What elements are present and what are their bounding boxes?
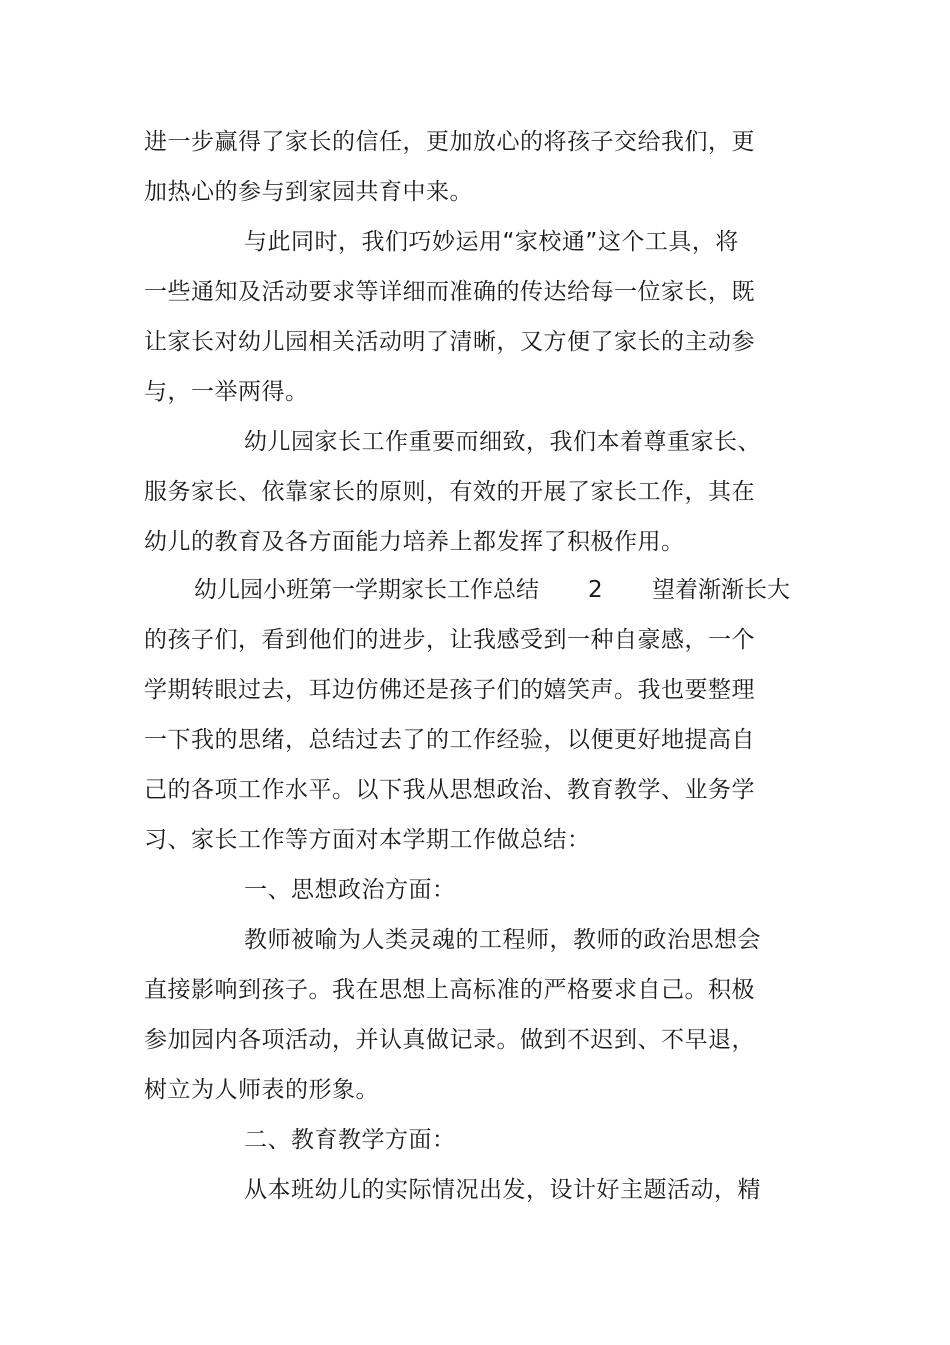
paragraph-line: 与，一举两得。 bbox=[144, 379, 309, 405]
subheading-line: 二、教育教学方面： bbox=[244, 1127, 456, 1153]
paragraph-line: 的孩子们，看到他们的进步，让我感受到一种自豪感，一个 bbox=[144, 627, 755, 653]
paragraph-line: 加热心的参与到家园共育中来。 bbox=[144, 179, 473, 205]
paragraph-line: 直接影响到孩子。我在思想上高标准的严格要求自己。积极 bbox=[144, 977, 755, 1003]
subheading-line: 一、思想政治方面： bbox=[244, 877, 456, 903]
section-heading-number: 2 bbox=[588, 577, 603, 603]
paragraph-line: 学期转眼过去，耳边仿佛还是孩子们的嬉笑声。我也要整理 bbox=[144, 677, 755, 703]
section-heading-title: 幼儿园小班第一学期家长工作总结 bbox=[194, 577, 539, 603]
paragraph-line: 树立为人师表的形象。 bbox=[144, 1077, 379, 1103]
paragraph-line: 进一步赢得了家长的信任，更加放心的将孩子交给我们，更 bbox=[144, 129, 755, 155]
section-heading bbox=[194, 575, 794, 605]
paragraph-line: 从本班幼儿的实际情况出发，设计好主题活动，精 bbox=[244, 1177, 761, 1203]
paragraph-line: 己的各项工作水平。以下我从思想政治、教育教学、业务学 bbox=[144, 777, 755, 803]
paragraph-line: 参加园内各项活动，并认真做记录。做到不迟到、不早退， bbox=[144, 1027, 755, 1053]
section-heading-continuation: 望着渐渐长大 bbox=[652, 577, 790, 603]
paragraph-line: 幼儿园家长工作重要而细致，我们本着尊重家长、 bbox=[244, 429, 761, 455]
paragraph-line: 幼儿的教育及各方面能力培养上都发挥了积极作用。 bbox=[144, 529, 685, 555]
paragraph-line: 服务家长、依靠家长的原则，有效的开展了家长工作，其在 bbox=[144, 479, 755, 505]
paragraph-line: 与此同时，我们巧妙运用“家校通”这个工具，将 bbox=[244, 229, 739, 255]
paragraph-line: 一些通知及活动要求等详细而准确的传达给每一位家长，既 bbox=[144, 279, 755, 305]
paragraph-line: 让家长对幼儿园相关活动明了清晰，又方便了家长的主动参 bbox=[144, 329, 755, 355]
paragraph-line: 习、家长工作等方面对本学期工作做总结： bbox=[144, 827, 591, 853]
paragraph-line: 一下我的思绪，总结过去了的工作经验，以便更好地提高自 bbox=[144, 727, 755, 753]
paragraph-line: 教师被喻为人类灵魂的工程师，教师的政治思想会 bbox=[244, 927, 761, 953]
